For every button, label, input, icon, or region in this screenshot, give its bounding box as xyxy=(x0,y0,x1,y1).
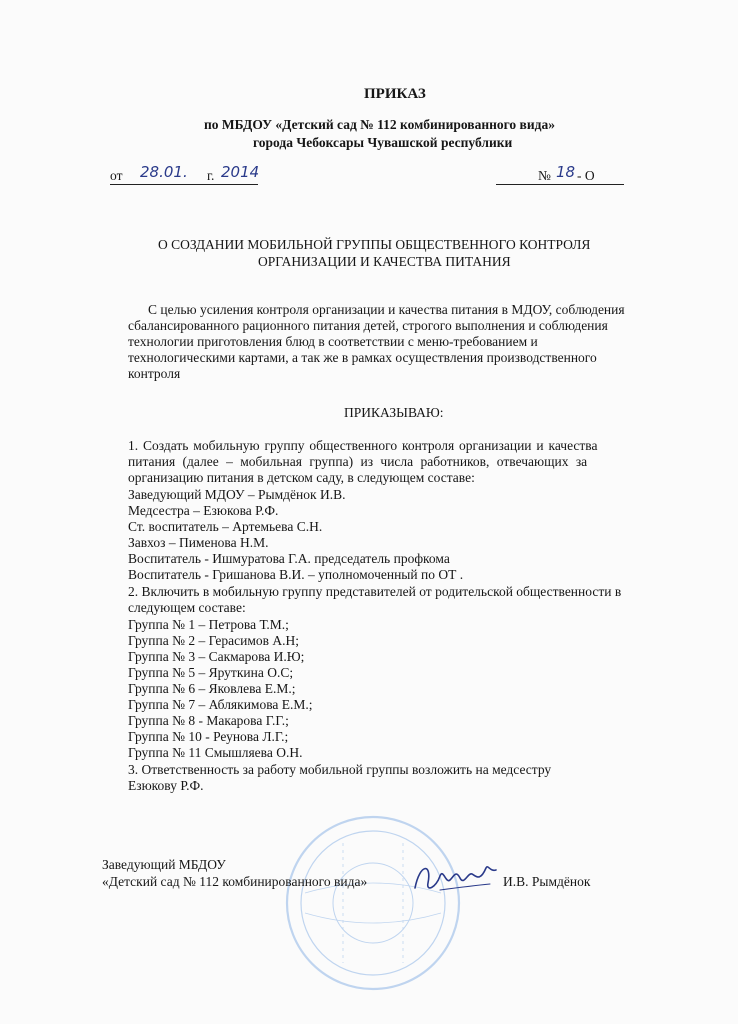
staff-member: Воспитатель - Ишмуратова Г.А. председатель профкома xyxy=(128,551,450,566)
item2-line: следующем составе: xyxy=(128,600,246,615)
date-prefix: от xyxy=(110,168,123,183)
subject-line-2: ОРГАНИЗАЦИИ И КАЧЕСТВА ПИТАНИЯ xyxy=(258,254,511,269)
preamble-line: технологическими картами, а так же в рамках осуществления производственного xyxy=(128,350,597,365)
preamble-line: контроля xyxy=(128,366,181,381)
parent-group: Группа № 5 – Яруткина О.С; xyxy=(128,665,294,680)
year-prefix: г. xyxy=(207,168,215,183)
subject-line-1: О СОЗДАНИИ МОБИЛЬНОЙ ГРУППЫ ОБЩЕСТВЕННОГО КОНТРОЛЯ xyxy=(158,237,591,252)
parent-group: Группа № 11 Смышляева О.Н. xyxy=(128,745,303,760)
preamble-line: технологии приготовления блюд в соответствии с меню-требованием и xyxy=(128,334,538,349)
parent-group: Группа № 3 – Сакмарова И.Ю; xyxy=(128,649,305,664)
seal-stamp xyxy=(283,813,463,993)
signature-name: И.В. Рымдёнок xyxy=(503,874,591,889)
preamble-line: С целью усиления контроля организации и качества питания в МДОУ, соблюдения xyxy=(148,302,625,317)
signature-position-1: Заведующий МБДОУ xyxy=(102,857,226,872)
staff-member: Завхоз – Пименова Н.М. xyxy=(128,535,269,550)
parent-group: Группа № 2 – Герасимов А.Н; xyxy=(128,633,299,648)
org-line-2: города Чебоксары Чувашской республики xyxy=(253,135,513,150)
item1-line: питания (далее – мобильная группа) из числа работников, отвечающих за xyxy=(128,454,588,469)
signature-position-2: «Детский сад № 112 комбинированного вида» xyxy=(102,874,368,889)
item1-line: 1. Создать мобильную группу общественного контроля организации и качества xyxy=(128,438,598,453)
order-word: ПРИКАЗЫВАЮ: xyxy=(344,405,444,420)
number-prefix: № xyxy=(538,168,551,183)
staff-member: Ст. воспитатель – Артемьева С.Н. xyxy=(128,519,323,534)
item3-line: Езюкову Р.Ф. xyxy=(128,778,204,793)
document-title: ПРИКАЗ xyxy=(364,86,426,102)
staff-member: Заведующий МДОУ – Рымдёнок И.В. xyxy=(128,487,346,502)
parent-group: Группа № 10 - Реунова Л.Г.; xyxy=(128,729,289,744)
item1-line: организацию питания в детском саду, в следующем составе: xyxy=(128,470,475,485)
staff-member: Медсестра – Езюкова Р.Ф. xyxy=(128,503,279,518)
parent-group: Группа № 6 – Яковлева Е.М.; xyxy=(128,681,296,696)
parent-group: Группа № 8 - Макарова Г.Г.; xyxy=(128,713,289,728)
date-underline xyxy=(110,184,258,185)
staff-member: Воспитатель - Гришанова В.И. – уполномоченный по ОТ . xyxy=(128,567,464,582)
org-line-1: по МБДОУ «Детский сад № 112 комбинированного вида» xyxy=(204,117,555,132)
preamble-line: сбалансированного рационного питания детей, строгого выполнения и соблюдения xyxy=(128,318,608,333)
number-underline xyxy=(496,184,624,185)
parent-group: Группа № 1 – Петрова Т.М.; xyxy=(128,617,289,632)
year-handwritten: 2014 xyxy=(221,163,260,181)
parent-group: Группа № 7 – Аблякимова Е.М.; xyxy=(128,697,313,712)
number-suffix: - О xyxy=(577,168,595,183)
item2-line: 2. Включить в мобильную группу представителей от родительской общественности в xyxy=(128,584,622,599)
handwritten-signature xyxy=(410,858,500,898)
item3-line: 3. Ответственность за работу мобильной группы возложить на медсестру xyxy=(128,762,552,777)
number-handwritten: 18 xyxy=(556,163,576,181)
date-handwritten: 28.01. xyxy=(140,163,188,181)
